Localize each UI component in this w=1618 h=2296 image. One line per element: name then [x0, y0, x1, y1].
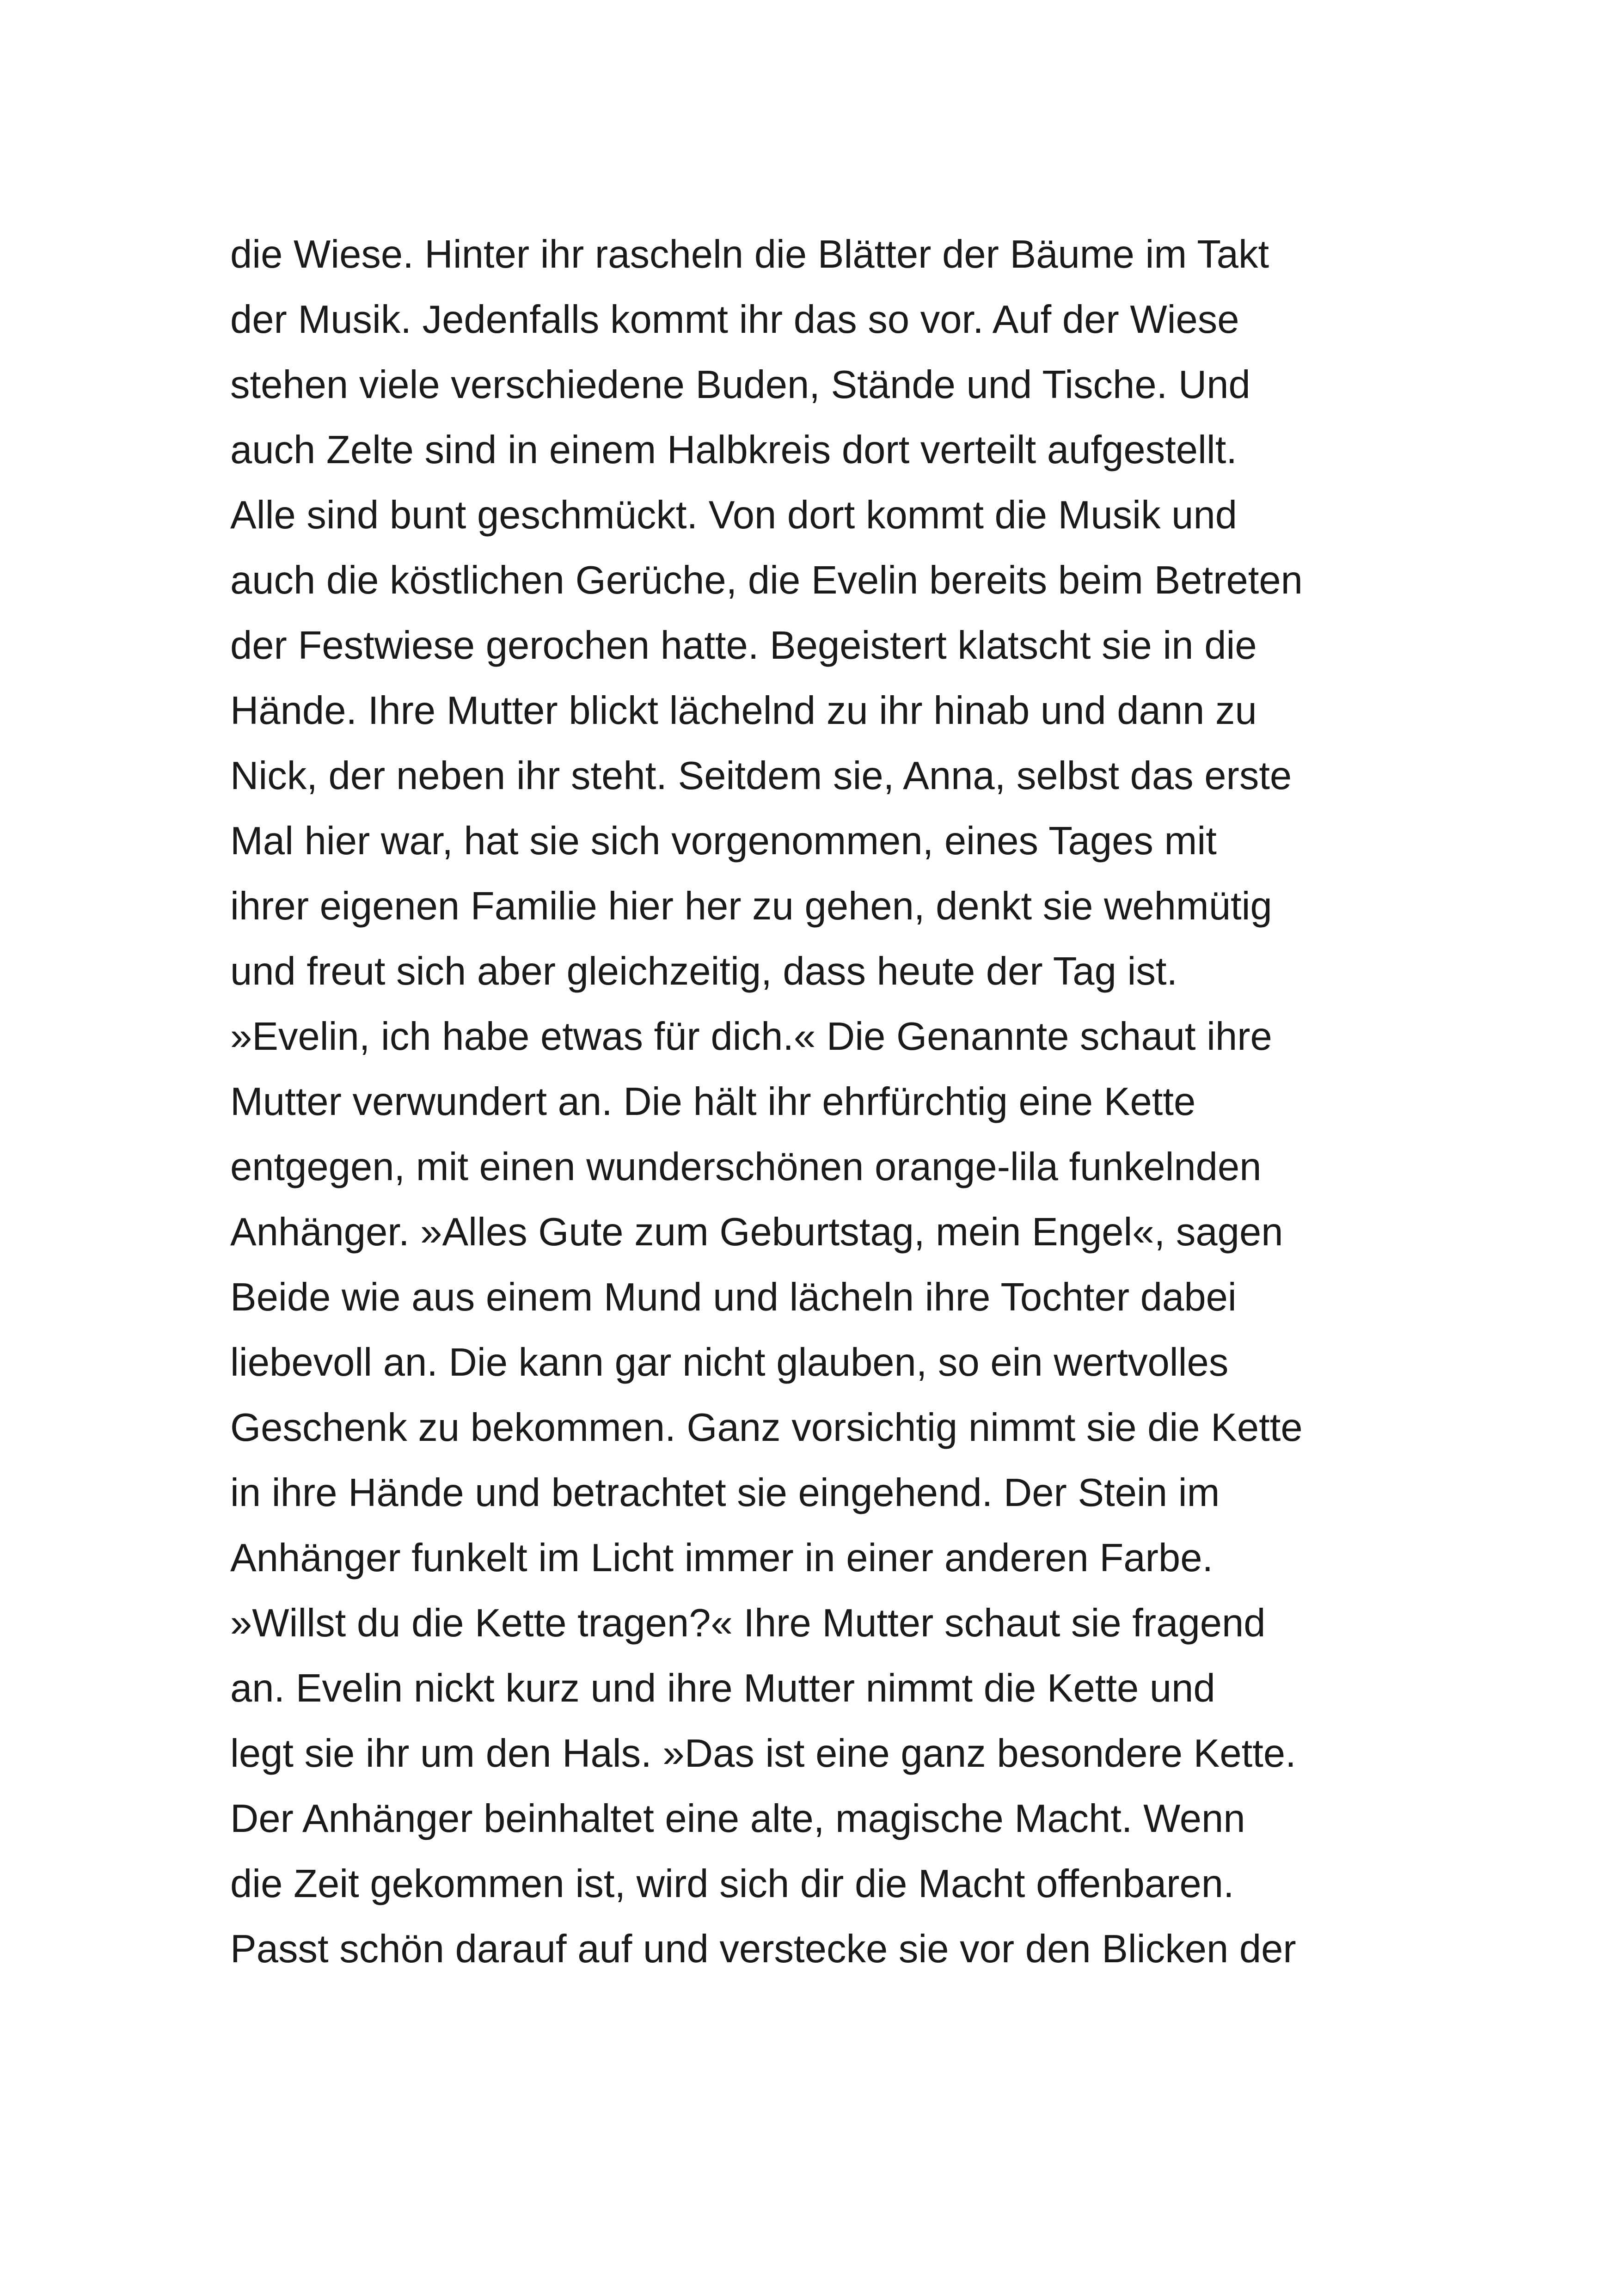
text-line: »Evelin, ich habe etwas für dich.« Die Genannte schaut ihre — [230, 1015, 1272, 1059]
text-line: »Willst du die Kette tragen?« Ihre Mutter schaut sie fragend — [230, 1601, 1266, 1645]
text-line: auch die köstlichen Gerüche, die Evelin bereits beim Betreten — [230, 558, 1303, 602]
text-line: entgegen, mit einen wunderschönen orange-lila funkelnden — [230, 1145, 1262, 1189]
text-line: in ihre Hände und betrachtet sie eingehend. Der Stein im — [230, 1471, 1220, 1515]
text-line: der Musik. Jedenfalls kommt ihr das so vor. Auf der Wiese — [230, 298, 1239, 342]
text-line: der Festwiese gerochen hatte. Begeistert klatscht sie in die — [230, 624, 1257, 667]
text-line: Beide wie aus einem Mund und lächeln ihre Tochter dabei — [230, 1275, 1237, 1319]
text-line: Geschenk zu bekommen. Ganz vorsichtig nimmt sie die Kette — [230, 1406, 1303, 1450]
text-line: Mal hier war, hat sie sich vorgenommen, eines Tages mit — [230, 819, 1217, 863]
body-text — [230, 222, 1432, 1982]
text-line: Anhänger funkelt im Licht immer in einer anderen Farbe. — [230, 1536, 1214, 1580]
text-line: Anhänger. »Alles Gute zum Geburtstag, mein Engel«, sagen — [230, 1210, 1283, 1254]
text-line: legt sie ihr um den Hals. »Das ist eine ganz besondere Kette. — [230, 1732, 1296, 1776]
text-line: stehen viele verschiedene Buden, Stände und Tische. Und — [230, 363, 1250, 407]
text-line: und freut sich aber gleichzeitig, dass heute der Tag ist. — [230, 949, 1178, 993]
text-line: Alle sind bunt geschmückt. Von dort kommt die Musik und — [230, 493, 1238, 537]
text-line: auch Zelte sind in einem Halbkreis dort verteilt aufgestellt. — [230, 428, 1238, 472]
text-line: Hände. Ihre Mutter blickt lächelnd zu ihr hinab und dann zu — [230, 689, 1257, 733]
text-line: Der Anhänger beinhaltet eine alte, magische Macht. Wenn — [230, 1797, 1245, 1841]
text-line: an. Evelin nickt kurz und ihre Mutter nimmt die Kette und — [230, 1666, 1215, 1710]
text-line: Passt schön darauf auf und verstecke sie vor den Blicken der — [230, 1927, 1296, 1971]
text-line: die Zeit gekommen ist, wird sich dir die Macht offenbaren. — [230, 1862, 1234, 1906]
text-line: liebevoll an. Die kann gar nicht glauben, so ein wertvolles — [230, 1341, 1229, 1384]
text-line: Mutter verwundert an. Die hält ihr ehrfürchtig eine Kette — [230, 1080, 1196, 1124]
text-line: die Wiese. Hinter ihr rascheln die Blätter der Bäume im Takt — [230, 233, 1269, 276]
text-line: ihrer eigenen Familie hier her zu gehen, denkt sie wehmütig — [230, 884, 1272, 928]
text-line: Nick, der neben ihr steht. Seitdem sie, Anna, selbst das erste — [230, 754, 1292, 798]
